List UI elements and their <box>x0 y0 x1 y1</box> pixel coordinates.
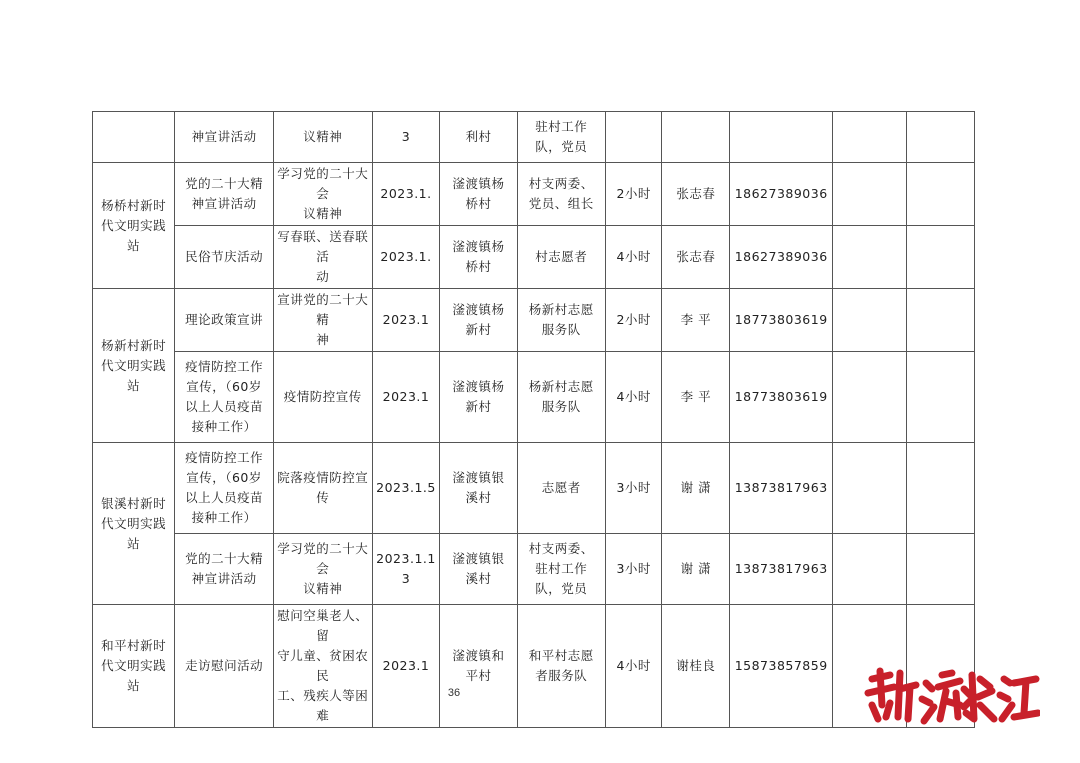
table-cell: 村支两委、 驻村工作 队，党员 <box>517 534 605 605</box>
table-cell <box>907 443 975 534</box>
table-cell: 13873817963 <box>730 534 833 605</box>
table-cell: 18627389036 <box>730 226 833 289</box>
table-cell: 宣讲党的二十大精 神 <box>273 289 372 352</box>
table-cell <box>833 534 907 605</box>
table-cell: 疫情防控工作 宣传，（60岁 以上人员疫苗 接种工作） <box>175 352 274 443</box>
table-cell <box>662 112 730 163</box>
table-cell: 写春联、送春联活 动 <box>273 226 372 289</box>
table-cell: 2023.1 <box>372 352 440 443</box>
table-cell: 杨新村志愿 服务队 <box>517 352 605 443</box>
table-cell: 谢桂良 <box>662 605 730 728</box>
table-cell: 杨新村新时 代文明实践 站 <box>93 289 175 443</box>
table-row <box>93 443 975 534</box>
table-cell: 18773803619 <box>730 352 833 443</box>
table-cell: 村支两委、 党员、组长 <box>517 163 605 226</box>
table-cell: 张志春 <box>662 226 730 289</box>
table-cell: 3小时 <box>605 443 662 534</box>
table-cell: 3小时 <box>605 534 662 605</box>
table-cell: 利村 <box>440 112 517 163</box>
table-cell: 银溪村新时 代文明实践 站 <box>93 443 175 605</box>
table-row <box>93 352 975 443</box>
table-cell: 学习党的二十大会 议精神 <box>273 534 372 605</box>
table-row <box>93 289 975 352</box>
table-cell: 2023.1. <box>372 226 440 289</box>
table-row <box>93 112 975 163</box>
table-row <box>93 605 975 728</box>
table-cell <box>907 226 975 289</box>
table-cell: 谢 潇 <box>662 534 730 605</box>
table-cell <box>907 352 975 443</box>
table-cell <box>907 163 975 226</box>
table-cell: 2023.1. <box>372 163 440 226</box>
table-cell <box>907 534 975 605</box>
page-number: 36 <box>447 687 461 699</box>
table-cell: 滏渡镇杨 桥村 <box>440 226 517 289</box>
table-cell: 2023.1 <box>372 605 440 728</box>
table-cell: 18627389036 <box>730 163 833 226</box>
table-cell: 2小时 <box>605 289 662 352</box>
table-cell <box>907 289 975 352</box>
table-cell: 党的二十大精 神宣讲活动 <box>175 534 274 605</box>
activity-table <box>92 111 975 728</box>
table-cell: 院落疫情防控宣传 <box>273 443 372 534</box>
watermark-logo <box>860 665 1040 727</box>
table-cell <box>833 226 907 289</box>
table-cell <box>605 112 662 163</box>
table-cell <box>833 163 907 226</box>
table-cell: 疫情防控工作 宣传，（60岁 以上人员疫苗 接种工作） <box>175 443 274 534</box>
table-cell <box>730 112 833 163</box>
table-cell: 滏渡镇银 溪村 <box>440 534 517 605</box>
table-cell: 15873857859 <box>730 605 833 728</box>
table-cell: 走访慰问活动 <box>175 605 274 728</box>
table-cell: 4小时 <box>605 226 662 289</box>
table-cell <box>907 112 975 163</box>
table-cell: 杨新村志愿 服务队 <box>517 289 605 352</box>
table-cell: 2023.1 <box>372 289 440 352</box>
table-cell: 滏渡镇杨 桥村 <box>440 163 517 226</box>
table-cell: 张志春 <box>662 163 730 226</box>
table-cell: 疫情防控宣传 <box>273 352 372 443</box>
table-cell: 4小时 <box>605 605 662 728</box>
table-cell: 学习党的二十大会 议精神 <box>273 163 372 226</box>
table-cell: 滏渡镇银 溪村 <box>440 443 517 534</box>
table-cell: 神宣讲活动 <box>175 112 274 163</box>
table-cell <box>833 112 907 163</box>
table-cell: 13873817963 <box>730 443 833 534</box>
table-cell: 滏渡镇杨 新村 <box>440 289 517 352</box>
table-cell: 谢 潇 <box>662 443 730 534</box>
table-cell: 驻村工作 队，党员 <box>517 112 605 163</box>
table-cell: 4小时 <box>605 352 662 443</box>
table-cell <box>833 443 907 534</box>
table-cell: 和平村志愿 者服务队 <box>517 605 605 728</box>
table-row <box>93 163 975 226</box>
table-cell: 李 平 <box>662 289 730 352</box>
table-row <box>93 226 975 289</box>
table-cell: 慰问空巢老人、留 守儿童、贫困农民 工、残疾人等困难 <box>273 605 372 728</box>
table-cell: 民俗节庆活动 <box>175 226 274 289</box>
table-cell <box>93 112 175 163</box>
table-cell: 18773803619 <box>730 289 833 352</box>
table-cell: 3 <box>372 112 440 163</box>
table-cell <box>833 352 907 443</box>
table-cell: 党的二十大精 神宣讲活动 <box>175 163 274 226</box>
table-cell: 和平村新时 代文明实践 站 <box>93 605 175 728</box>
table-cell: 议精神 <box>273 112 372 163</box>
table-cell: 2023.1.5 <box>372 443 440 534</box>
table-cell: 2小时 <box>605 163 662 226</box>
table-cell: 理论政策宣讲 <box>175 289 274 352</box>
table-cell <box>833 289 907 352</box>
table-cell: 滏渡镇和 平村 <box>440 605 517 728</box>
table-cell: 2023.1.1 3 <box>372 534 440 605</box>
table-cell: 滏渡镇杨 新村 <box>440 352 517 443</box>
table-cell: 李 平 <box>662 352 730 443</box>
table-cell: 志愿者 <box>517 443 605 534</box>
table-cell: 杨桥村新时 代文明实践 站 <box>93 163 175 289</box>
table-row <box>93 534 975 605</box>
table-cell: 村志愿者 <box>517 226 605 289</box>
